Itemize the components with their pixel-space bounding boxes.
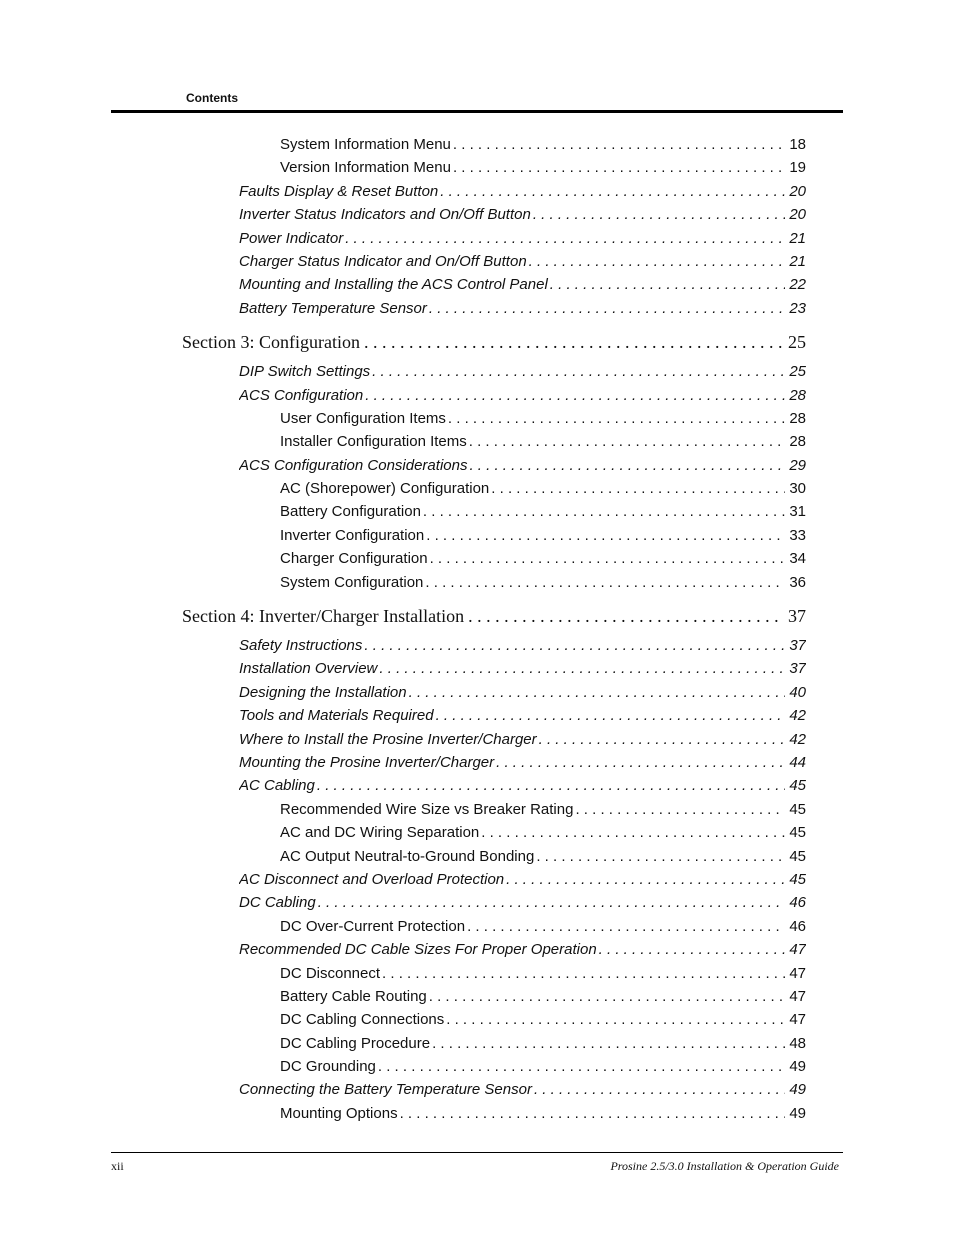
toc-entry[interactable] (280, 1055, 806, 1078)
toc-entry-title: User Configuration Items (280, 409, 446, 427)
toc-entry-page: 42 (789, 707, 806, 725)
dot-leader (364, 634, 785, 657)
toc-entry-title: Designing the Installation (239, 683, 407, 701)
toc-entry[interactable] (239, 681, 806, 704)
toc-entry-page: 42 (789, 730, 806, 748)
dot-leader (453, 133, 785, 156)
toc-entry-title: Installation Overview (239, 660, 378, 678)
toc-entry-page: 45 (789, 847, 806, 865)
toc-entry[interactable] (280, 547, 806, 570)
toc-entry-title: ACS Configuration Considerations (239, 456, 468, 474)
toc-entry-page: 31 (789, 503, 806, 521)
toc-entry-page: 45 (789, 824, 806, 842)
toc-entry-title: Recommended Wire Size vs Breaker Rating (280, 800, 574, 818)
toc-entry-page: 36 (789, 573, 806, 591)
toc-entry[interactable] (239, 657, 806, 680)
toc-entry-page: 28 (789, 386, 806, 404)
dot-leader (533, 203, 785, 226)
toc-entry[interactable] (239, 704, 806, 727)
toc-entry[interactable] (239, 297, 806, 320)
dot-leader (429, 985, 786, 1008)
toc-entry[interactable] (239, 634, 806, 657)
toc-entry[interactable] (239, 868, 806, 891)
toc-entry-title: Section 3: Configuration (182, 332, 360, 353)
dot-leader (446, 1008, 785, 1031)
dot-leader (440, 180, 785, 203)
toc-entry-page: 49 (789, 1081, 806, 1099)
toc-entry[interactable] (239, 891, 806, 914)
toc-entry-title: System Configuration (280, 573, 424, 591)
toc-entry-page: 37 (789, 637, 806, 655)
toc-entry[interactable] (280, 1008, 806, 1031)
dot-leader (409, 681, 786, 704)
toc-entry[interactable] (239, 1078, 806, 1101)
toc-entry[interactable] (239, 203, 806, 226)
toc-entry-title: Where to Install the Prosine Inverter/Charger (239, 730, 537, 748)
dot-leader (436, 704, 786, 727)
toc-entry-title: Battery Temperature Sensor (239, 299, 427, 317)
toc-entry-title: DC Disconnect (280, 964, 381, 982)
toc-entry-title: AC Disconnect and Overload Protection (239, 870, 505, 888)
toc-entry-title: Inverter Status Indicators and On/Off Button (239, 206, 531, 224)
dot-leader (599, 938, 786, 961)
toc-entry-title: Battery Cable Routing (280, 987, 427, 1005)
toc-section-entry[interactable] (182, 598, 806, 634)
dot-leader (550, 273, 786, 296)
toc-entry-title: Inverter Configuration (280, 526, 425, 544)
dot-leader (448, 407, 785, 430)
toc-entry-title: AC Output Neutral-to-Ground Bonding (280, 847, 535, 865)
dot-leader (430, 547, 786, 570)
dot-leader (432, 1032, 785, 1055)
toc-entry[interactable] (280, 407, 806, 430)
dot-leader (496, 751, 785, 774)
toc-entry-page: 23 (789, 299, 806, 317)
dot-leader (506, 868, 785, 891)
dot-leader (426, 524, 785, 547)
dot-leader (400, 1102, 786, 1125)
header-rule (111, 110, 843, 113)
toc-entry-title: Faults Display & Reset Button (239, 182, 439, 200)
toc-entry[interactable] (280, 845, 806, 868)
toc-entry[interactable] (280, 477, 806, 500)
toc-entry[interactable] (239, 180, 806, 203)
toc-entry-page: 45 (789, 777, 806, 795)
toc-entry-page: 33 (789, 526, 806, 544)
toc-entry-page: 49 (789, 1104, 806, 1122)
footer-rule (111, 1152, 843, 1153)
dot-leader (534, 1078, 785, 1101)
toc-entry-page: 49 (789, 1058, 806, 1076)
dot-leader (481, 821, 785, 844)
toc-entry-title: Mounting the Prosine Inverter/Charger (239, 753, 495, 771)
dot-leader (378, 1055, 785, 1078)
toc-entry[interactable] (239, 751, 806, 774)
dot-leader (365, 384, 785, 407)
dot-leader (468, 598, 784, 634)
toc-entry-title: DC Over-Current Protection (280, 917, 466, 935)
toc-entry-title: Tools and Materials Required (239, 707, 434, 725)
dot-leader (469, 454, 785, 477)
toc-entry[interactable] (239, 938, 806, 961)
toc-entry[interactable] (280, 156, 806, 179)
toc-entry-title: AC and DC Wiring Separation (280, 824, 480, 842)
toc-entry-page: 21 (789, 229, 806, 247)
toc-entry-page: 18 (789, 136, 806, 153)
toc-entry-title: AC Cabling (239, 777, 315, 795)
dot-leader (372, 360, 785, 383)
toc-entry-page: 20 (789, 206, 806, 224)
dot-leader (469, 430, 786, 453)
toc-entry-page: 45 (789, 870, 806, 888)
toc-entry-page: 25 (789, 363, 806, 381)
toc-entry-page: 44 (789, 753, 806, 771)
toc-entry-title: Section 4: Inverter/Charger Installation (182, 606, 465, 627)
toc-entry-title: Connecting the Battery Temperature Sensor (239, 1081, 532, 1099)
dot-leader (429, 297, 785, 320)
toc-entry-page: 37 (789, 660, 806, 678)
running-header: Contents (186, 91, 238, 105)
dot-leader (536, 845, 785, 868)
toc-entry[interactable] (280, 430, 806, 453)
toc-entry-page: 20 (789, 182, 806, 200)
dot-leader (382, 962, 785, 985)
dot-leader (529, 250, 786, 273)
dot-leader (467, 915, 785, 938)
toc-entry-title: Charger Configuration (280, 550, 428, 568)
dot-leader (379, 657, 785, 680)
toc-entry-page: 47 (789, 1011, 806, 1029)
toc-entry[interactable] (239, 250, 806, 273)
toc-entry[interactable] (280, 133, 806, 156)
dot-leader (423, 500, 785, 523)
toc-entry[interactable] (280, 1102, 806, 1125)
toc-entry[interactable] (239, 227, 806, 250)
toc-entry-title: ACS Configuration (239, 386, 364, 404)
toc-entry[interactable] (280, 524, 806, 547)
toc-entry-title: Installer Configuration Items (280, 433, 467, 451)
toc-entry-title: Safety Instructions (239, 637, 363, 655)
toc-entry-page: 47 (789, 964, 806, 982)
dot-leader (539, 728, 786, 751)
toc-entry-title: Battery Configuration (280, 503, 421, 521)
toc-entry[interactable] (239, 728, 806, 751)
dot-leader (575, 798, 785, 821)
toc-entry-title: DIP Switch Settings (239, 363, 371, 381)
toc-entry-page: 29 (789, 456, 806, 474)
footer-document-title: Prosine 2.5/3.0 Installation & Operation Guide (610, 1159, 839, 1173)
toc-entry[interactable] (280, 500, 806, 523)
toc-entry-title: Recommended DC Cable Sizes For Proper Operation (239, 941, 597, 959)
toc-entry[interactable] (239, 273, 806, 296)
toc-entry[interactable] (239, 384, 806, 407)
toc-entry-page: 46 (789, 894, 806, 912)
toc-entry[interactable] (239, 360, 806, 383)
toc-entry[interactable] (280, 915, 806, 938)
toc-entry-title: Power Indicator (239, 229, 344, 247)
toc-entry[interactable] (239, 454, 806, 477)
toc-entry-title: Version Information Menu (280, 159, 451, 177)
toc-entry-page: 46 (789, 917, 806, 935)
toc-entry[interactable] (280, 571, 806, 594)
toc-entry-page: 40 (789, 683, 806, 701)
toc-entry-page: 47 (789, 941, 806, 959)
toc-entry-title: DC Cabling Procedure (280, 1034, 431, 1052)
toc-entry-page: 28 (789, 433, 806, 451)
toc-entry-title: DC Grounding (280, 1058, 376, 1076)
toc-entry[interactable] (280, 962, 806, 985)
dot-leader (425, 571, 785, 594)
toc-entry-title: Mounting Options (280, 1104, 398, 1122)
toc-entry-page: 47 (789, 987, 806, 1005)
toc-entry-page: 48 (789, 1034, 806, 1052)
toc-entry-page: 25 (788, 332, 806, 353)
footer-page-number: xii (111, 1159, 124, 1173)
dot-leader (491, 477, 785, 500)
toc-section-entry[interactable] (182, 324, 806, 360)
toc-entry-title: AC (Shorepower) Configuration (280, 480, 490, 498)
toc-entry-page: 28 (789, 409, 806, 427)
toc-entry-page: 45 (789, 800, 806, 818)
toc-entry-page: 37 (788, 606, 806, 627)
toc-entry[interactable] (239, 774, 806, 797)
table-of-contents (0, 133, 954, 1125)
dot-leader (317, 774, 785, 797)
toc-entry-page: 30 (789, 480, 806, 498)
dot-leader (345, 227, 785, 250)
toc-entry-page: 21 (789, 252, 806, 270)
dot-leader (364, 324, 784, 360)
dot-leader (453, 156, 785, 179)
toc-entry-title: DC Cabling Connections (280, 1011, 445, 1029)
toc-entry[interactable] (280, 1032, 806, 1055)
toc-entry-title: System Information Menu (280, 136, 451, 153)
toc-entry-page: 22 (789, 276, 806, 294)
toc-entry-title: Mounting and Installing the ACS Control Panel (239, 276, 548, 294)
toc-entry[interactable] (280, 821, 806, 844)
toc-entry[interactable] (280, 985, 806, 1008)
toc-entry[interactable] (280, 798, 806, 821)
dot-leader (318, 891, 786, 914)
toc-entry-title: DC Cabling (239, 894, 316, 912)
toc-entry-page: 19 (789, 159, 806, 177)
toc-entry-page: 34 (789, 550, 806, 568)
toc-entry-title: Charger Status Indicator and On/Off Button (239, 252, 527, 270)
